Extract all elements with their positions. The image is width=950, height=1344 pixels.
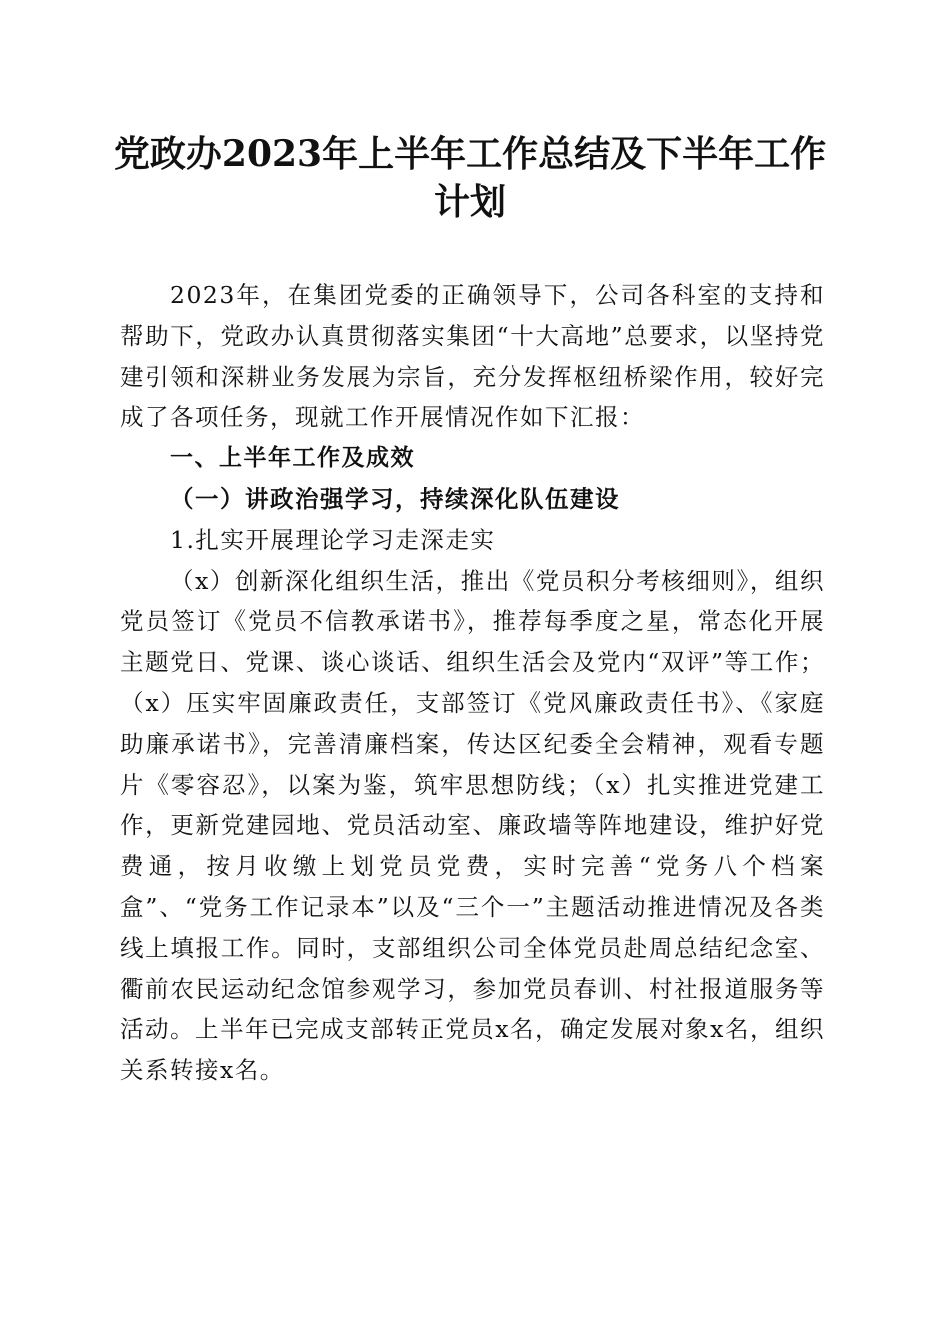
subsection-heading: （一）讲政治强学习，持续深化队伍建设 <box>170 484 620 513</box>
document-body <box>120 275 825 1091</box>
item-body-paragraph: （x）创新深化组织生活，推出《党员积分考核细则》，组织党员签订《党员不信教承诺书》，推荐每季度之星，常态化开展主题党日、党课、谈心谈话、组织生活会及党内“双评”等工作；（x）压实牢固廉政责任，支部签订《党风廉政责任书》、《家庭助廉承诺书》，完善清廉档案，传达区纪委全会精神，观看专题片《零容忍》，以案为鉴，筑牢思想防线；（x）扎实推进党建工作，更新党建园地、党员活动室、廉政墙等阵地建设，维护好党费通，按月收缴上划党员党费，实时完善“党务八个档案盒”、“党务工作记录本”以及“三个一”主题活动推进情况及各类线上填报工作。同时，支部组织公司全体党员赴周总结纪念室、衢前农民运动纪念馆参观学习，参加党员春训、村社报道服务等活动。上半年已完成支部转正党员x名，确定发展对象x名，组织关系转接x名。 <box>120 566 825 1085</box>
document-title: 党政办2023年上半年工作总结及下半年工作计划 <box>113 133 827 223</box>
item-heading: 1.扎实开展理论学习走深走实 <box>170 525 496 554</box>
section-heading: 一、上半年工作及成效 <box>170 445 415 472</box>
intro-paragraph: 2023年，在集团党委的正确领导下，公司各科室的支持和帮助下，党政办认真贯彻落实集团“十大高地”总要求，以坚持党建引领和深耕业务发展为宗旨，充分发挥枢纽桥梁作用，较好完成了各项任务，现就工作开展情况作如下汇报： <box>120 281 825 432</box>
